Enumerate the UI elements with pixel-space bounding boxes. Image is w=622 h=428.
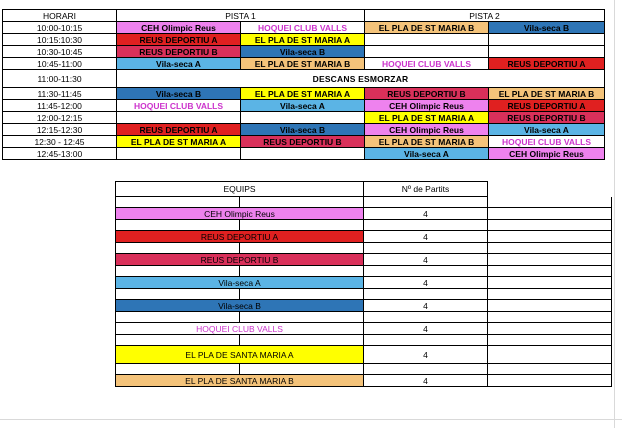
spacer-row bbox=[116, 243, 612, 254]
team-name: REUS DEPORTIU A bbox=[116, 231, 364, 243]
team-match-count: 4 bbox=[364, 231, 488, 243]
spacer-row bbox=[116, 289, 612, 300]
schedule-row bbox=[3, 136, 605, 148]
team-match-count: 4 bbox=[364, 277, 488, 289]
match-cell: EL PLA DE ST MARIA A bbox=[241, 88, 365, 100]
match-cell: REUS DEPORTIU A bbox=[117, 34, 241, 46]
time-cell: 10:15:10:30 bbox=[3, 34, 117, 46]
time-cell: 10:00-10:15 bbox=[3, 22, 117, 34]
match-cell: REUS DEPORTIU B bbox=[489, 112, 605, 124]
schedule-row bbox=[3, 34, 605, 46]
schedule-header-row bbox=[3, 10, 605, 22]
team-match-count: 4 bbox=[364, 300, 488, 312]
match-cell: Vila-seca B bbox=[117, 88, 241, 100]
team-name: HOQUEI CLUB VALLS bbox=[116, 323, 364, 335]
schedule-row bbox=[3, 100, 605, 112]
team-row bbox=[116, 346, 612, 364]
schedule-row bbox=[3, 88, 605, 100]
time-cell: 12:45-13:00 bbox=[3, 148, 117, 160]
match-cell: Vila-seca A bbox=[489, 124, 605, 136]
team-match-count: 4 bbox=[364, 254, 488, 266]
team-match-count: 4 bbox=[364, 375, 488, 387]
match-cell: CEH Olimpic Reus bbox=[365, 100, 489, 112]
match-cell: HOQUEI CLUB VALLS bbox=[365, 58, 489, 70]
team-row bbox=[116, 375, 612, 387]
match-cell bbox=[117, 148, 241, 160]
match-cell: Vila-seca A bbox=[117, 58, 241, 70]
match-cell bbox=[489, 46, 605, 58]
schedule-row bbox=[3, 22, 605, 34]
match-cell bbox=[365, 34, 489, 46]
time-cell: 10:45-11:00 bbox=[3, 58, 117, 70]
horari-header: HORARI bbox=[3, 10, 117, 22]
match-cell: Vila-seca A bbox=[241, 100, 365, 112]
match-cell bbox=[365, 46, 489, 58]
schedule-row bbox=[3, 58, 605, 70]
match-cell: CEH Olimpic Reus bbox=[117, 22, 241, 34]
time-cell: 12:00-12:15 bbox=[3, 112, 117, 124]
team-name: CEH Olimpic Reus bbox=[116, 208, 364, 220]
match-cell: EL PLA DE ST MARIA B bbox=[489, 88, 605, 100]
time-cell: 11:45-12:00 bbox=[3, 100, 117, 112]
match-cell bbox=[241, 112, 365, 124]
team-row bbox=[116, 208, 612, 220]
match-cell: REUS DEPORTIU A bbox=[117, 124, 241, 136]
partits-header: Nº de Partits bbox=[364, 182, 488, 197]
pista1-header: PISTA 1 bbox=[117, 10, 365, 22]
schedule-row bbox=[3, 46, 605, 58]
team-name: Vila-seca A bbox=[116, 277, 364, 289]
pista2-header: PISTA 2 bbox=[365, 10, 605, 22]
match-cell: EL PLA DE ST MARIA B bbox=[365, 22, 489, 34]
spacer-row bbox=[116, 312, 612, 323]
time-cell: 11:00-11:30 bbox=[3, 70, 117, 88]
schedule-table bbox=[2, 9, 605, 160]
break-row bbox=[3, 70, 605, 88]
team-name: EL PLA DE SANTA MARIA A bbox=[116, 346, 364, 364]
team-name: REUS DEPORTIU B bbox=[116, 254, 364, 266]
match-cell: EL PLA DE ST MARIA A bbox=[241, 34, 365, 46]
spacer-row bbox=[116, 220, 612, 231]
time-cell: 12:15-12:30 bbox=[3, 124, 117, 136]
time-cell: 10:30-10:45 bbox=[3, 46, 117, 58]
break-label: DESCANS ESMORZAR bbox=[117, 70, 605, 88]
match-cell: REUS DEPORTIU A bbox=[489, 58, 605, 70]
equips-header: EQUIPS bbox=[116, 182, 364, 197]
match-cell bbox=[489, 34, 605, 46]
schedule-row bbox=[3, 112, 605, 124]
spacer-row bbox=[116, 364, 612, 375]
match-cell: REUS DEPORTIU B bbox=[117, 46, 241, 58]
match-cell: REUS DEPORTIU B bbox=[241, 136, 365, 148]
gridline bbox=[0, 419, 622, 420]
match-cell: EL PLA DE ST MARIA B bbox=[241, 58, 365, 70]
match-cell: CEH Olimpic Reus bbox=[489, 148, 605, 160]
teams-header-row bbox=[116, 182, 612, 197]
team-row bbox=[116, 300, 612, 312]
spacer-row bbox=[116, 335, 612, 346]
team-row bbox=[116, 231, 612, 243]
match-cell: HOQUEI CLUB VALLS bbox=[241, 22, 365, 34]
time-cell: 11:30-11:45 bbox=[3, 88, 117, 100]
match-cell: EL PLA DE ST MARIA A bbox=[365, 112, 489, 124]
spacer-row bbox=[116, 197, 612, 208]
match-cell bbox=[117, 112, 241, 124]
match-cell: REUS DEPORTIU A bbox=[489, 100, 605, 112]
team-match-count: 4 bbox=[364, 323, 488, 335]
match-cell: Vila-seca B bbox=[241, 46, 365, 58]
schedule-row bbox=[3, 148, 605, 160]
match-cell: Vila-seca B bbox=[241, 124, 365, 136]
match-cell: EL PLA DE ST MARIA B bbox=[365, 136, 489, 148]
team-name: EL PLA DE SANTA MARIA B bbox=[116, 375, 364, 387]
teams-table bbox=[115, 181, 612, 387]
match-cell: HOQUEI CLUB VALLS bbox=[117, 100, 241, 112]
schedule-row bbox=[3, 124, 605, 136]
match-cell: Vila-seca A bbox=[365, 148, 489, 160]
match-cell: Vila-seca B bbox=[489, 22, 605, 34]
team-row bbox=[116, 323, 612, 335]
team-match-count: 4 bbox=[364, 346, 488, 364]
match-cell: CEH Olimpic Reus bbox=[365, 124, 489, 136]
team-match-count: 4 bbox=[364, 208, 488, 220]
team-row bbox=[116, 254, 612, 266]
spacer-row bbox=[116, 266, 612, 277]
team-row bbox=[116, 277, 612, 289]
team-name: Vila-seca B bbox=[116, 300, 364, 312]
match-cell bbox=[241, 148, 365, 160]
match-cell: REUS DEPORTIU B bbox=[365, 88, 489, 100]
time-cell: 12:30 - 12:45 bbox=[3, 136, 117, 148]
match-cell: EL PLA DE ST MARIA A bbox=[117, 136, 241, 148]
match-cell: HOQUEI CLUB VALLS bbox=[489, 136, 605, 148]
gridline bbox=[614, 0, 615, 428]
